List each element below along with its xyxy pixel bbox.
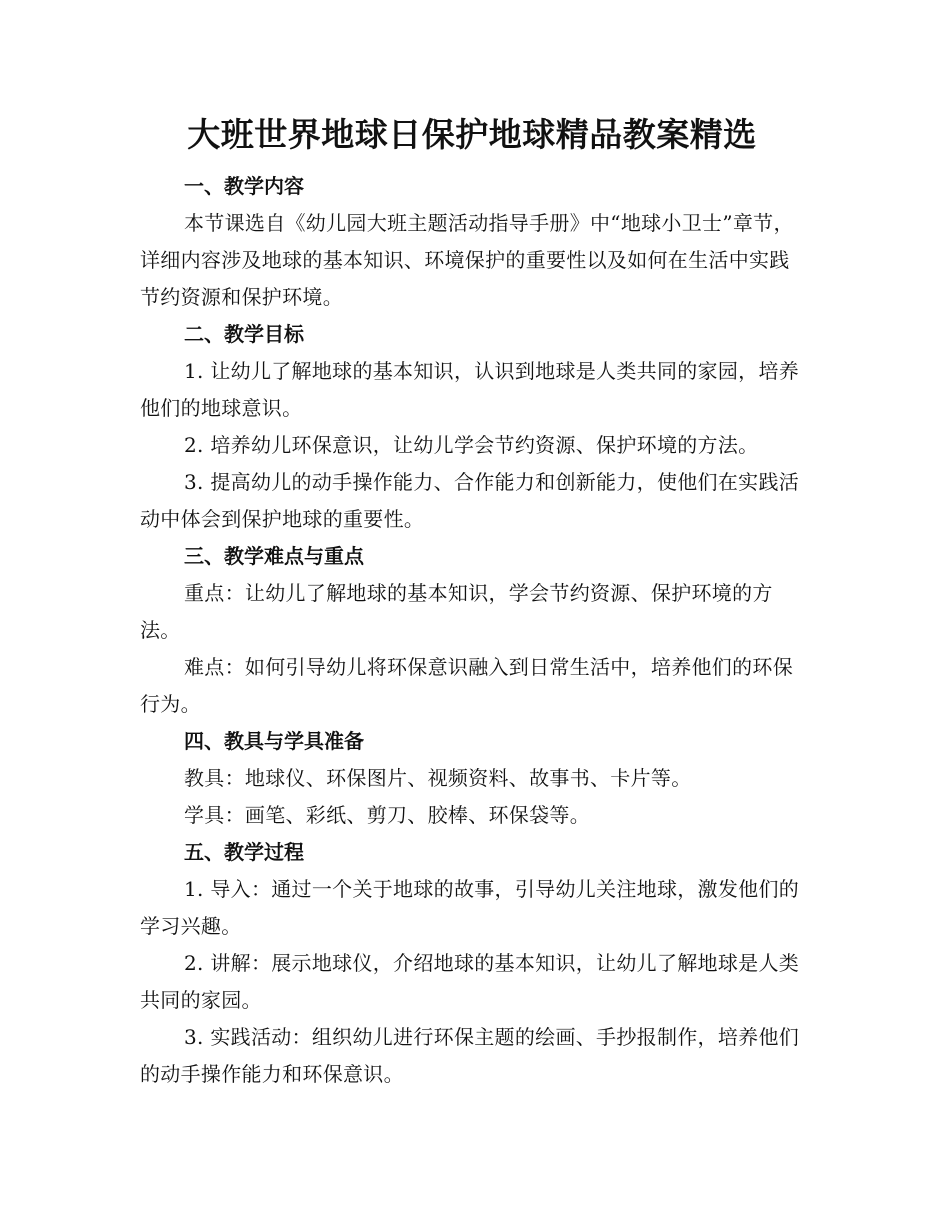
paragraph: 教具：地球仪、环保图片、视频资料、故事书、卡片等。 <box>184 766 692 790</box>
document-title: 大班世界地球日保护地球精品教案精选 <box>187 115 757 154</box>
paragraph: 3. 提高幼儿的动手操作能力、合作能力和创新能力，使他们在实践活动中体会到保护地球的重要性。 <box>140 470 800 531</box>
paragraph: 2. 讲解：展示地球仪，介绍地球的基本知识，让幼儿了解地球是人类共同的家园。 <box>140 951 800 1012</box>
paragraph: 2. 培养幼儿环保意识，让幼儿学会节约资源、保护环境的方法。 <box>184 433 759 457</box>
section-heading: 四、教具与学具准备 <box>184 729 364 753</box>
paragraph: 学具：画笔、彩纸、剪刀、胶棒、环保袋等。 <box>184 803 590 827</box>
paragraph: 难点：如何引导幼儿将环保意识融入到日常生活中，培养他们的环保行为。 <box>140 655 793 716</box>
paragraph: 3. 实践活动：组织幼儿进行环保主题的绘画、手抄报制作，培养他们的动手操作能力和环保意识。 <box>140 1025 800 1086</box>
section-teaching-process <box>140 834 804 1093</box>
section-teaching-content <box>140 168 804 316</box>
paragraph: 本节课选自《幼儿园大班主题活动指导手册》中“地球小卫士”章节，详细内容涉及地球的基本知识、环境保护的重要性以及如何在生活中实践节约资源和保护环境。 <box>140 211 794 309</box>
section-materials <box>140 723 804 834</box>
section-heading: 五、教学过程 <box>184 840 304 864</box>
section-heading: 二、教学目标 <box>184 322 304 346</box>
section-teaching-goals <box>140 316 804 538</box>
document-page <box>140 112 804 1093</box>
paragraph: 1. 让幼儿了解地球的基本知识，认识到地球是人类共同的家园，培养他们的地球意识。 <box>140 359 800 420</box>
paragraph: 重点：让幼儿了解地球的基本知识，学会节约资源、保护环境的方法。 <box>140 581 773 642</box>
section-key-points <box>140 538 804 723</box>
section-heading: 一、教学内容 <box>184 174 304 198</box>
paragraph: 1. 导入：通过一个关于地球的故事，引导幼儿关注地球，激发他们的学习兴趣。 <box>140 877 800 938</box>
section-heading: 三、教学难点与重点 <box>184 544 364 568</box>
